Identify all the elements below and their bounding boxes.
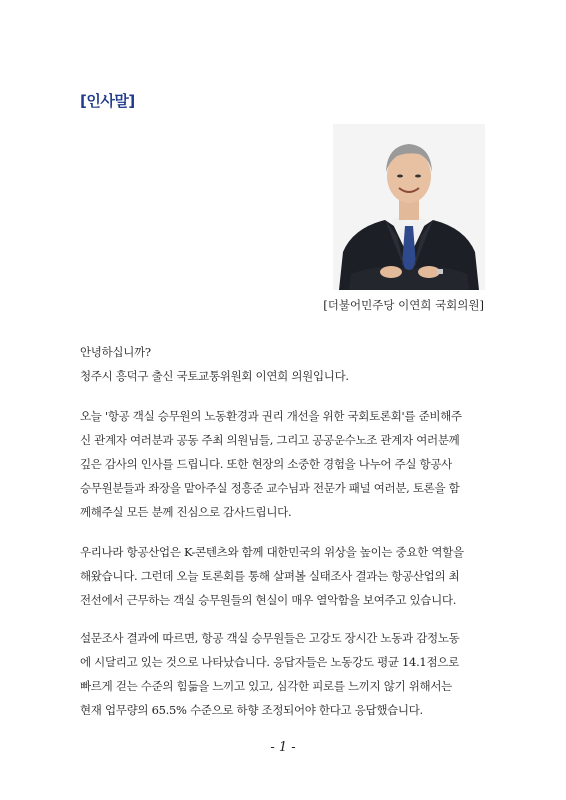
- text-line: 빠르게 걷는 수준의 힘듦을 느끼고 있고, 심각한 피로를 느끼지 않기 위해서는: [80, 679, 452, 693]
- text-line: 설문조사 결과에 따르면, 항공 객실 승무원들은 고강도 장시간 노동과 감정노동: [80, 631, 460, 645]
- text-line: 신 관계자 여러분과 공동 주최 의원님들, 그리고 공공운수노조 관계자 여러분께: [80, 433, 460, 447]
- portrait-photo: [333, 124, 485, 290]
- text-line: 오늘 '항공 객실 승무원의 노동환경과 권리 개선을 위한 국회토론회'를 준비해주: [80, 409, 462, 423]
- text-line: 안녕하십니까?: [80, 345, 151, 359]
- paragraph-industry: [80, 540, 490, 612]
- text-line: 승무원분들과 좌장을 맡아주실 정흥준 교수님과 전문가 패널 여러분, 토론을 함: [80, 481, 460, 495]
- text-line: 전선에서 근무하는 객실 승무원들의 현실이 매우 열악함을 보여주고 있습니다.: [80, 593, 457, 607]
- text-line: 우리나라 항공산업은 K-콘텐츠와 함께 대한민국의 위상을 높이는 중요한 역할을: [80, 545, 464, 559]
- text-line: 께해주실 모든 분께 진심으로 감사드립니다.: [80, 505, 292, 519]
- text-line: 청주시 흥덕구 출신 국토교통위원회 이연희 의원입니다.: [80, 369, 349, 383]
- text-line: 해왔습니다. 그런데 오늘 토론회를 통해 살펴볼 실태조사 결과는 항공산업의 최: [80, 569, 460, 583]
- text-line: 깊은 감사의 인사를 드립니다. 또한 현장의 소중한 경험을 나누어 주실 항공사: [80, 457, 452, 471]
- portrait-illustration: [333, 124, 485, 290]
- paragraph-survey: [80, 626, 490, 722]
- photo-caption: [더불어민주당 이연희 국회의원]: [323, 298, 484, 312]
- text-line: 에 시달리고 있는 것으로 나타났습니다. 응답자들은 노동강도 평균 14.1점으로: [80, 655, 459, 669]
- page-number: - 1 -: [270, 740, 296, 755]
- paragraph-thanks: [80, 404, 490, 524]
- paragraph-greeting: [80, 340, 490, 388]
- section-heading: [인사말]: [80, 92, 135, 110]
- text-line: 현재 업무량의 65.5% 수준으로 하향 조정되어야 한다고 응답했습니다.: [80, 703, 423, 717]
